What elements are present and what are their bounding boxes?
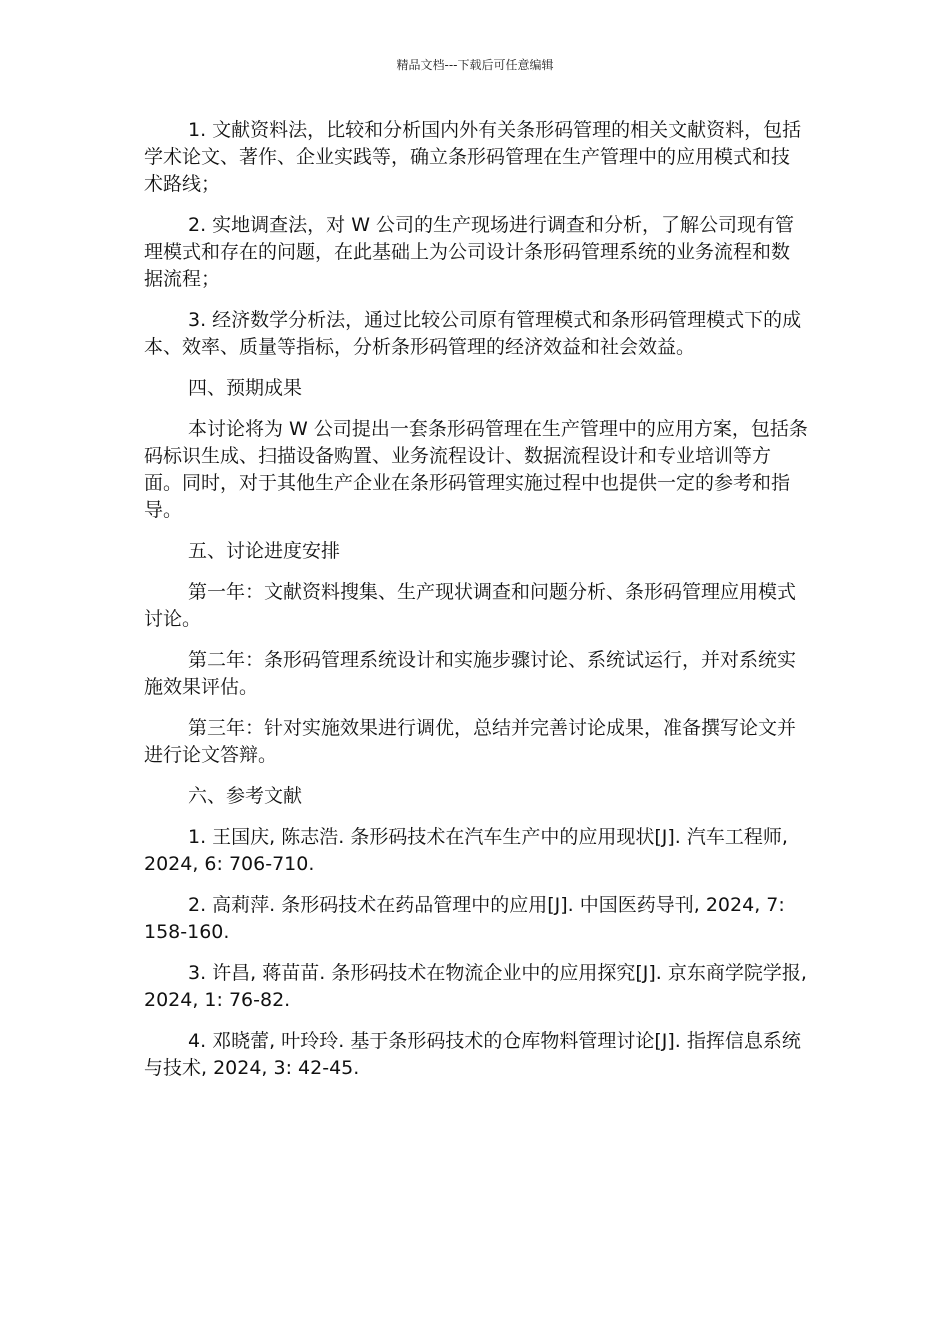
schedule-year-2: 第二年：条形码管理系统设计和实施步骤讨论、系统试运行，并对系统实施效果评估。 [144,649,797,698]
reference-item: 2. 高莉萍. 条形码技术在药品管理中的应用[J]. 中国医药导刊, 2024, 7: 158-160. [144,894,785,943]
schedule-year-3: 第三年：针对实施效果进行调优，总结并完善讨论成果，准备撰写论文并进行论文答辩。 [144,717,797,766]
reference-item: 1. 王国庆, 陈志浩. 条形码技术在汽车生产中的应用现状[J]. 汽车工程师, 2024, 6: 706-710. [144,826,788,875]
section-heading-references: 六、参考文献 [188,785,303,807]
section-heading-schedule: 五、讨论进度安排 [188,540,341,562]
section-heading-expected-results: 四、预期成果 [188,377,303,399]
page-header: 精品文档---下载后可任意编辑 [396,58,554,72]
method-literature: 1. 文献资料法，比较和分析国内外有关条形码管理的相关文献资料，包括学术论文、著作、企业实践等，确立条形码管理在生产管理中的应用模式和技术路线； [144,119,802,195]
document-body [144,117,808,1096]
reference-item: 4. 邓晓蕾, 叶玲玲. 基于条形码技术的仓库物料管理讨论[J]. 指挥信息系统与技术, 2024, 3: 42-45. [144,1030,801,1079]
method-economic-analysis: 3. 经济数学分析法，通过比较公司原有管理模式和条形码管理模式下的成本、效率、质量等指标，分析条形码管理的经济效益和社会效益。 [144,309,802,358]
expected-results-text: 本讨论将为 W 公司提出一套条形码管理在生产管理中的应用方案，包括条码标识生成、扫描设备购置、业务流程设计、数据流程设计和专业培训等方面。同时，对于其他生产企业在条形码管理实施过程中也提供一定的参考和指导。 [144,418,808,521]
schedule-year-1: 第一年：文献资料搜集、生产现状调查和问题分析、条形码管理应用模式讨论。 [144,581,797,630]
method-field-survey: 2. 实地调查法，对 W 公司的生产现场进行调查和分析，了解公司现有管理模式和存在的问题，在此基础上为公司设计条形码管理系统的业务流程和数据流程； [144,214,795,290]
reference-item: 3. 许昌, 蒋苗苗. 条形码技术在物流企业中的应用探究[J]. 京东商学院学报, 2024, 1: 76-82. [144,962,807,1011]
